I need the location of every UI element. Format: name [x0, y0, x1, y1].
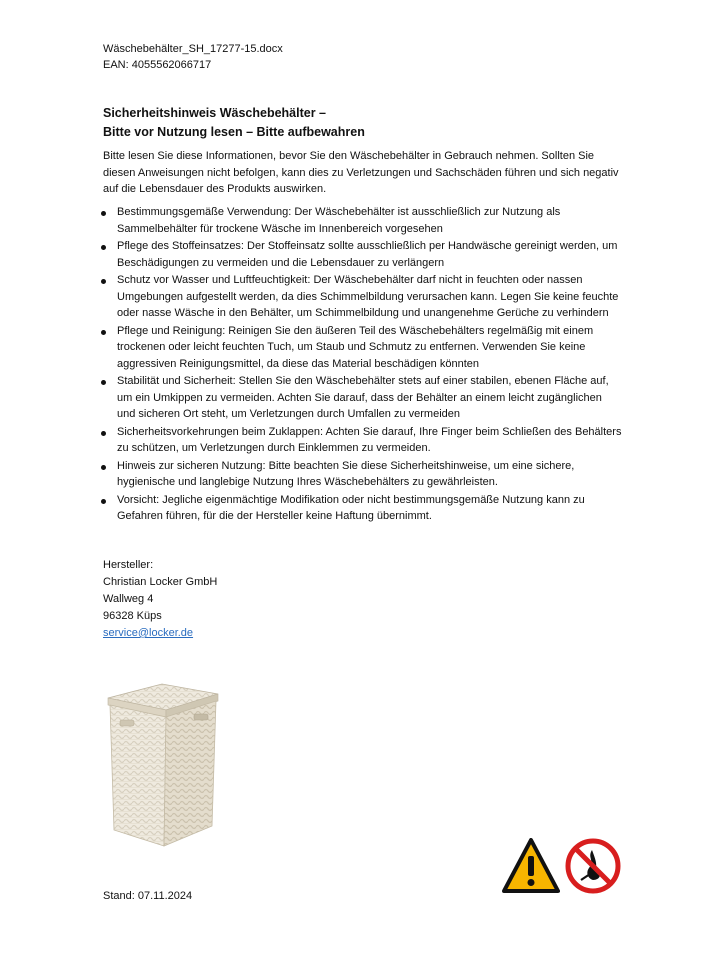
- laundry-basket-image: [100, 680, 225, 850]
- bullet-icon: [101, 330, 106, 335]
- bullet-icon: [101, 431, 106, 436]
- list-item-text: Hinweis zur sicheren Nutzung: Bitte beachten Sie diese Sicherheitshinweise, um eine sichere, hygienische und langlebige Nutzung Ihres Wäschebehälters zu gewährleisten.: [117, 459, 575, 488]
- list-item-text: Vorsicht: Jegliche eigenmächtige Modifikation oder nicht bestimmungsgemäße Nutzung kann zu Gefahren führen, für die der Hersteller keine Haftung übernimmt.: [117, 493, 585, 522]
- no-open-flame-icon: [565, 838, 621, 894]
- file-name: Wäschebehälter_SH_17277-15.docx: [103, 43, 283, 55]
- street-address: Wallweg 4: [103, 593, 154, 605]
- title-line-1: Sicherheitshinweis Wäschebehälter –: [103, 106, 326, 120]
- email-link[interactable]: service@locker.de: [103, 627, 194, 639]
- list-item-text: Stabilität und Sicherheit: Stellen Sie den Wäschebehälter stets auf einer stabilen, ebenen Fläche auf, um ein Umkippen zu vermeiden. Achten Sie darauf, dass der Behälter an einem leicht zugänglichen und sicheren Ort steht, um Verletzungen durch Umfallen zu vermeiden: [117, 375, 609, 420]
- document-title: [103, 104, 365, 142]
- intro-paragraph: Bitte lesen Sie diese Informationen, bevor Sie den Wäschebehälter in Gebrauch nehmen. Sollten Sie diesen Anweisungen nicht befolgen, kann dies zu Verletzungen und Sachschäden führen und sich negativ auf die Lebensdauer des Produkts auswirken.: [103, 150, 619, 195]
- list-item: [103, 373, 623, 423]
- manufacturer-label: Hersteller:: [103, 559, 154, 571]
- list-item: [103, 424, 623, 457]
- list-item: [103, 323, 623, 373]
- list-item: [103, 272, 623, 322]
- company-name: Christian Locker GmbH: [103, 576, 218, 588]
- manufacturer-block: [103, 557, 217, 642]
- list-item: [103, 238, 623, 271]
- list-item: [103, 458, 623, 491]
- list-item-text: Pflege des Stoffeinsatzes: Der Stoffeinsatz sollte ausschließlich per Handwäsche gereinigt werden, um Beschädigungen zu vermeiden und die Lebensdauer zu verlängern: [117, 240, 618, 269]
- title-line-2: Bitte vor Nutzung lesen – Bitte aufbewahren: [103, 125, 365, 139]
- ean-code: EAN: 4055562066717: [103, 59, 212, 71]
- list-item-text: Schutz vor Wasser und Luftfeuchtigkeit: Der Wäschebehälter darf nicht in feuchten oder nassen Umgebungen aufgestellt werden, da dies Schimmelbildung verursachen kann. Legen Sie keine feuchte oder nasse Wäsche in den Behälter, um Schimmelbildung und unangenehme Gerüche zu verhindern: [117, 274, 619, 319]
- list-item-text: Sicherheitsvorkehrungen beim Zuklappen: Achten Sie darauf, Ihre Finger beim Schließen des Behälters zu schützen, um Verletzungen durch Einklemmen zu vermeiden.: [117, 425, 622, 454]
- list-item: [103, 492, 623, 525]
- city-address: 96328 Küps: [103, 610, 162, 622]
- bullet-icon: [101, 211, 106, 216]
- bullet-icon: [101, 245, 106, 250]
- bullet-icon: [101, 279, 106, 284]
- list-item: [103, 204, 623, 237]
- safety-list: [103, 204, 623, 526]
- document-header: [103, 41, 283, 73]
- bullet-icon: [101, 499, 106, 504]
- date-stamp: Stand: 07.11.2024: [103, 890, 193, 902]
- bullet-icon: [101, 380, 106, 385]
- bullet-icon: [101, 465, 106, 470]
- list-item-text: Bestimmungsgemäße Verwendung: Der Wäschebehälter ist ausschließlich zur Nutzung als Sammelbehälter für trockene Wäsche im Innenbereich vorgesehen: [117, 206, 561, 235]
- warning-triangle-icon: [502, 838, 560, 894]
- list-item-text: Pflege und Reinigung: Reinigen Sie den äußeren Teil des Wäschebehälters regelmäßig mit einem trockenen oder leicht feuchten Tuch, um Staub und Schmutz zu entfernen. Verwenden Sie keine aggressiven Reinigungsmittel, da diese das Material beschädigen könnten: [117, 324, 594, 370]
